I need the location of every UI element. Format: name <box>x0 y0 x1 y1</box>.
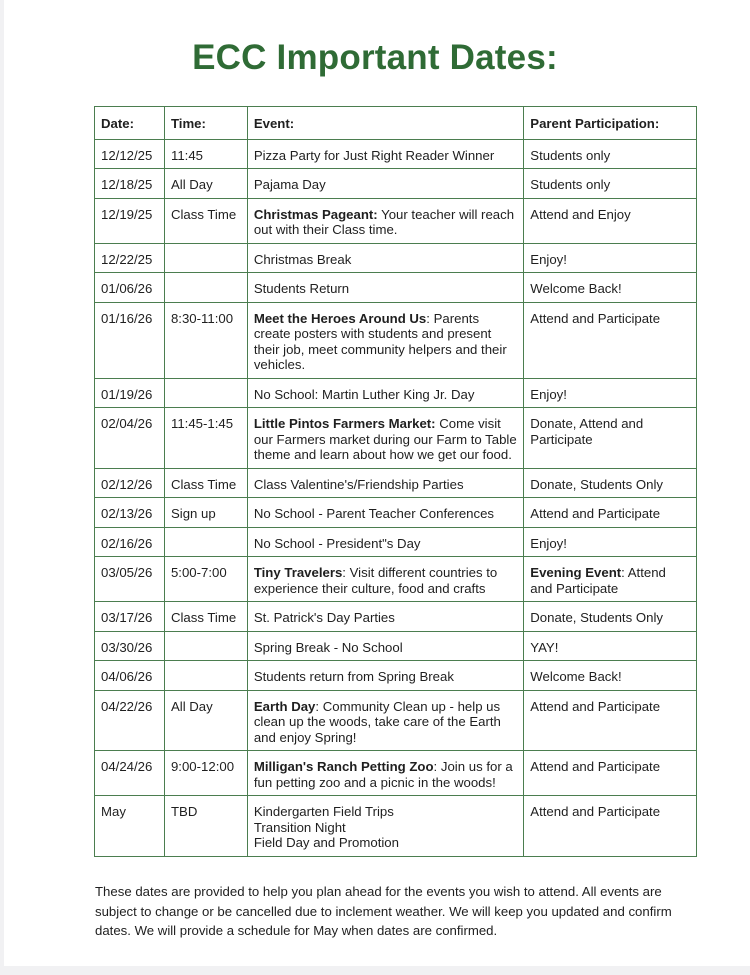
cell-time <box>164 273 247 303</box>
cell-participation <box>524 302 697 378</box>
cell-event <box>247 302 523 378</box>
cell-time: All Day <box>164 690 247 751</box>
important-dates-table <box>94 106 697 857</box>
cell-time: TBD <box>164 796 247 857</box>
cell-participation <box>524 378 697 408</box>
participation-text: YAY! <box>530 639 559 655</box>
event-description: Pajama Day <box>253 177 326 192</box>
cell-participation <box>524 408 697 469</box>
participation-text: : Attend and Participate <box>530 565 666 596</box>
table-row <box>95 602 697 632</box>
cell-date: 12/12/25 <box>95 139 165 169</box>
event-description: No School - President"s Day <box>253 535 421 551</box>
participation-text: Students only <box>530 177 611 192</box>
table-row <box>95 378 697 408</box>
header-date: Date: <box>95 107 165 140</box>
cell-date: 02/12/26 <box>95 468 165 498</box>
cell-participation <box>524 527 697 557</box>
event-description: : Join us for a fun petting zoo and a picnic in the woods! <box>253 759 513 790</box>
cell-time <box>164 378 247 408</box>
cell-event <box>247 557 523 602</box>
cell-date: 03/05/26 <box>95 557 165 602</box>
event-description: Spring Break - No School <box>253 639 403 655</box>
cell-participation <box>524 169 697 199</box>
participation-text: Attend and Participate <box>530 698 661 714</box>
cell-participation <box>524 751 697 796</box>
event-description: Students Return <box>253 281 350 296</box>
cell-time: 5:00-7:00 <box>164 557 247 602</box>
cell-event <box>247 243 523 273</box>
table-body <box>95 139 697 856</box>
cell-event <box>247 273 523 303</box>
page-title: ECC Important Dates: <box>192 38 558 77</box>
cell-participation <box>524 243 697 273</box>
table-header-row <box>95 107 697 140</box>
cell-date: 01/06/26 <box>95 273 165 303</box>
participation-text: Enjoy! <box>530 386 567 402</box>
table-row <box>95 273 697 303</box>
event-line: Field Day and Promotion <box>253 835 399 850</box>
event-description: St. Patrick's Day Parties <box>253 610 395 625</box>
cell-time <box>164 243 247 273</box>
cell-time: 9:00-12:00 <box>164 751 247 796</box>
cell-participation <box>524 273 697 303</box>
table-row <box>95 408 697 469</box>
event-description: No School: Martin Luther King Jr. Day <box>253 386 475 402</box>
cell-time <box>164 527 247 557</box>
event-description: Pizza Party for Just Right Reader Winner <box>253 147 495 163</box>
participation-text: Donate, Students Only <box>530 610 663 625</box>
cell-time: 11:45 <box>164 139 247 169</box>
cell-time: 8:30-11:00 <box>164 302 247 378</box>
participation-text: Attend and Participate <box>530 506 661 521</box>
table-row <box>95 751 697 796</box>
cell-event <box>247 498 523 528</box>
event-title: Christmas Pageant: <box>253 206 378 222</box>
cell-date: 01/19/26 <box>95 378 165 408</box>
table-row <box>95 631 697 661</box>
header-event: Event: <box>247 107 523 140</box>
participation-emphasis: Evening Event <box>530 565 622 580</box>
cell-date: 04/22/26 <box>95 690 165 751</box>
cell-date: May <box>95 796 165 857</box>
participation-text: Donate, Students Only <box>530 476 663 492</box>
cell-time <box>164 631 247 661</box>
participation-text: Attend and Enjoy <box>530 206 631 222</box>
table-row <box>95 661 697 691</box>
cell-date: 01/16/26 <box>95 302 165 378</box>
event-description: Class Valentine's/Friendship Parties <box>253 476 464 492</box>
participation-text: Attend and Participate <box>530 759 661 774</box>
event-description: No School - Parent Teacher Conferences <box>253 506 495 521</box>
event-description: : Parents create posters with students and present their job, meet community helpers and their vehicles. <box>253 310 507 372</box>
cell-date: 04/24/26 <box>95 751 165 796</box>
cell-participation <box>524 139 697 169</box>
cell-time <box>164 661 247 691</box>
cell-event <box>247 690 523 751</box>
cell-participation: Attend and Participate <box>524 796 697 857</box>
cell-participation <box>524 498 697 528</box>
table-row-may <box>95 796 697 857</box>
cell-date: 12/19/25 <box>95 198 165 243</box>
event-description: Students return from Spring Break <box>253 669 454 684</box>
cell-event <box>247 527 523 557</box>
cell-participation <box>524 661 697 691</box>
event-title: Milligan's Ranch Petting Zoo <box>253 759 434 774</box>
cell-date: 03/30/26 <box>95 631 165 661</box>
cell-event <box>247 408 523 469</box>
event-line: Transition Night <box>253 819 346 835</box>
cell-time: 11:45-1:45 <box>164 408 247 469</box>
event-description: Your teacher will reach out with their Class time. <box>253 206 515 237</box>
table-row <box>95 302 697 378</box>
table-row <box>95 498 697 528</box>
header-participation: Parent Participation: <box>524 107 697 140</box>
event-title: Earth Day <box>253 698 316 714</box>
cell-event <box>247 751 523 796</box>
cell-event <box>247 198 523 243</box>
cell-date: 03/17/26 <box>95 602 165 632</box>
cell-participation <box>524 690 697 751</box>
cell-event <box>247 468 523 498</box>
cell-event <box>247 139 523 169</box>
disclaimer-text: These dates are provided to help you plan ahead for the events you wish to attend. All events are subject to change or be cancelled due to inclement weather. We will keep you updated and confirm dates. We will provide a schedule for May when dates are confirmed. <box>95 884 672 938</box>
cell-time: Sign up <box>164 498 247 528</box>
header-time: Time: <box>164 107 247 140</box>
cell-date: 04/06/26 <box>95 661 165 691</box>
event-description: Christmas Break <box>253 251 352 267</box>
participation-text: Welcome Back! <box>530 669 622 684</box>
event-line: Kindergarten Field Trips <box>253 804 394 819</box>
cell-participation <box>524 198 697 243</box>
cell-participation <box>524 468 697 498</box>
cell-time: All Day <box>164 169 247 199</box>
table-row <box>95 468 697 498</box>
table-row <box>95 169 697 199</box>
event-description: : Community Clean up - help us clean up the woods, take care of the Earth and enjoy Spring! <box>253 698 501 745</box>
event-title: Meet the Heroes Around Us <box>253 310 427 326</box>
cell-date: 02/04/26 <box>95 408 165 469</box>
participation-text: Enjoy! <box>530 251 567 267</box>
participation-text: Welcome Back! <box>530 281 622 296</box>
cell-time: Class Time <box>164 468 247 498</box>
cell-date: 02/13/26 <box>95 498 165 528</box>
table-row <box>95 690 697 751</box>
cell-participation <box>524 557 697 602</box>
cell-participation <box>524 631 697 661</box>
table-row <box>95 243 697 273</box>
cell-time: Class Time <box>164 198 247 243</box>
cell-event <box>247 796 523 857</box>
event-title: Tiny Travelers <box>253 565 343 580</box>
cell-date: 12/18/25 <box>95 169 165 199</box>
cell-event <box>247 661 523 691</box>
cell-date: 12/22/25 <box>95 243 165 273</box>
participation-text: Attend and Participate <box>530 310 661 326</box>
table-row <box>95 557 697 602</box>
event-description: Come visit our Farmers market during our Farm to Table theme and learn about how we get our food. <box>253 416 517 462</box>
cell-event <box>247 378 523 408</box>
participation-text: Students only <box>530 147 611 163</box>
table-row <box>95 198 697 243</box>
cell-date: 02/16/26 <box>95 527 165 557</box>
event-description: : Visit different countries to experience their culture, food and crafts <box>253 565 498 596</box>
participation-text: Donate, Attend and Participate <box>530 416 644 447</box>
cell-event <box>247 602 523 632</box>
participation-text: Enjoy! <box>530 535 567 551</box>
cell-participation <box>524 602 697 632</box>
event-title: Little Pintos Farmers Market: <box>253 416 436 431</box>
cell-event <box>247 631 523 661</box>
table-row <box>95 139 697 169</box>
cell-time: Class Time <box>164 602 247 632</box>
cell-event <box>247 169 523 199</box>
table-row <box>95 527 697 557</box>
